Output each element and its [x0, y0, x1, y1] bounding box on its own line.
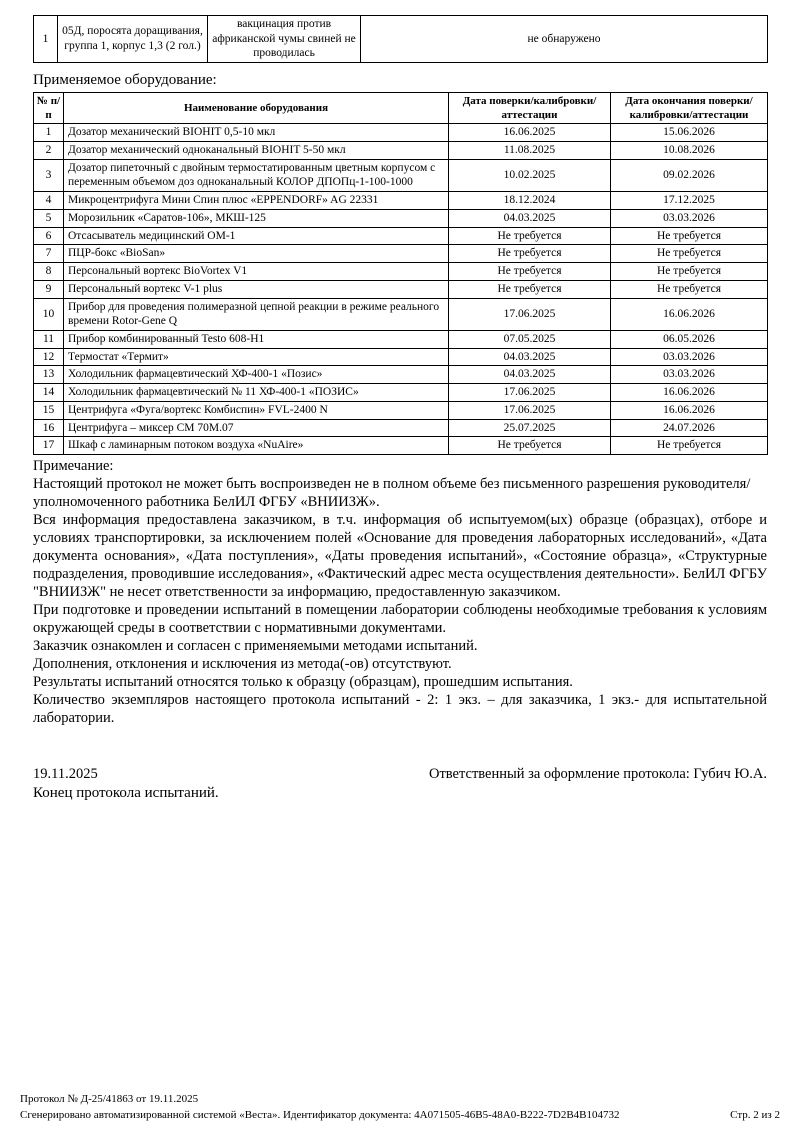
- equipment-verification-end-date: 10.08.2026: [611, 142, 768, 160]
- equipment-row: [34, 437, 768, 455]
- page-footer: [20, 1092, 780, 1124]
- footer-page-number: Стр. 2 из 2: [730, 1109, 780, 1122]
- equipment-name: Прибор для проведения полимеразной цепной реакции в режиме реального времени Rotor-Gene Q: [64, 298, 449, 330]
- equipment-col-date: Дата поверки/калибровки/аттестации: [449, 93, 611, 124]
- equipment-col-name: Наименование оборудования: [64, 93, 449, 124]
- equipment-name: ПЦР-бокс «BioSan»: [64, 245, 449, 263]
- equipment-row-number: 17: [34, 437, 64, 455]
- note-paragraph: Дополнения, отклонения и исключения из метода(-ов) отсутствуют.: [33, 655, 452, 672]
- equipment-row-number: 4: [34, 192, 64, 210]
- equipment-row-number: 8: [34, 263, 64, 281]
- equipment-row: [34, 263, 768, 281]
- end-of-protocol-line: Конец протокола испытаний.: [33, 784, 219, 801]
- equipment-verification-date: Не требуется: [449, 245, 611, 263]
- equipment-row: [34, 124, 768, 142]
- equipment-verification-date: 07.05.2025: [449, 330, 611, 348]
- equipment-name: Центрифуга «Фуга/вортекс Комбиспин» FVL-2400 N: [64, 401, 449, 419]
- equipment-row: [34, 159, 768, 191]
- equipment-row-number: 16: [34, 419, 64, 437]
- equipment-row-number: 14: [34, 384, 64, 402]
- notes-section: [33, 458, 767, 728]
- equipment-row-number: 1: [34, 124, 64, 142]
- equipment-verification-date: 17.06.2025: [449, 298, 611, 330]
- note-paragraph: При подготовке и проведении испытаний в помещении лаборатории соблюдены необходимые требования к условиям окружающей среды в соответствии с нормативными документами.: [33, 601, 767, 636]
- equipment-col-date-end: Дата окончания поверки/калибровки/аттестации: [611, 93, 768, 124]
- equipment-row-number: 12: [34, 348, 64, 366]
- equipment-verification-end-date: Не требуется: [611, 227, 768, 245]
- footer-generated-info: Сгенерировано автоматизированной системой «Веста». Идентификатор документа: 4A071505-46B5-48A0-B222-7D2B4B104732: [20, 1109, 620, 1122]
- equipment-table-header-row: [34, 93, 768, 124]
- equipment-verification-end-date: 06.05.2026: [611, 330, 768, 348]
- equipment-verification-end-date: 15.06.2026: [611, 124, 768, 142]
- equipment-verification-end-date: Не требуется: [611, 437, 768, 455]
- sample-result-row: [34, 16, 768, 63]
- equipment-row: [34, 401, 768, 419]
- sample-description: 05Д, поросята доращивания, группа 1, корпус 1,3 (2 гол.): [58, 16, 208, 63]
- equipment-name: Шкаф с ламинарным потоком воздуха «NuAire»: [64, 437, 449, 455]
- equipment-verification-end-date: 16.06.2026: [611, 384, 768, 402]
- equipment-row: [34, 330, 768, 348]
- equipment-section-heading: Применяемое оборудование:: [33, 72, 217, 89]
- equipment-row-number: 11: [34, 330, 64, 348]
- equipment-row-number: 10: [34, 298, 64, 330]
- equipment-row-number: 9: [34, 280, 64, 298]
- equipment-row-number: 15: [34, 401, 64, 419]
- equipment-row: [34, 348, 768, 366]
- equipment-verification-end-date: 16.06.2026: [611, 401, 768, 419]
- equipment-row-number: 13: [34, 366, 64, 384]
- equipment-verification-date: Не требуется: [449, 280, 611, 298]
- equipment-verification-end-date: 16.06.2026: [611, 298, 768, 330]
- equipment-row: [34, 245, 768, 263]
- equipment-verification-end-date: 03.03.2026: [611, 366, 768, 384]
- equipment-row: [34, 227, 768, 245]
- equipment-verification-end-date: 24.07.2026: [611, 419, 768, 437]
- equipment-name: Дозатор пипеточный с двойным термостатированным цветным корпусом с переменным объемом доз одноканальный КОЛОР ДПОПц-1-100-1000: [64, 159, 449, 191]
- equipment-verification-date: 04.03.2025: [449, 348, 611, 366]
- equipment-verification-end-date: 03.03.2026: [611, 348, 768, 366]
- equipment-verification-date: 17.06.2025: [449, 401, 611, 419]
- equipment-row: [34, 192, 768, 210]
- equipment-table: [33, 92, 768, 455]
- equipment-verification-date: 04.03.2025: [449, 366, 611, 384]
- equipment-verification-end-date: Не требуется: [611, 245, 768, 263]
- equipment-row: [34, 280, 768, 298]
- sample-result-value: не обнаружено: [361, 16, 768, 63]
- sample-results-table: [33, 15, 768, 63]
- protocol-date: 19.11.2025: [33, 765, 98, 782]
- equipment-name: Холодильник фармацевтический ХФ-400-1 «Позис»: [64, 366, 449, 384]
- equipment-verification-date: 16.06.2025: [449, 124, 611, 142]
- equipment-name: Отсасыватель медицинский ОМ-1: [64, 227, 449, 245]
- equipment-row-number: 5: [34, 209, 64, 227]
- equipment-verification-date: 10.02.2025: [449, 159, 611, 191]
- equipment-verification-date: Не требуется: [449, 437, 611, 455]
- note-paragraph: Результаты испытаний относятся только к образцу (образцам), прошедшим испытания.: [33, 673, 573, 690]
- equipment-verification-end-date: 17.12.2025: [611, 192, 768, 210]
- equipment-name: Термостат «Термит»: [64, 348, 449, 366]
- equipment-verification-end-date: Не требуется: [611, 280, 768, 298]
- equipment-verification-date: 11.08.2025: [449, 142, 611, 160]
- equipment-name: Дозатор механический BIOHIT 0,5-10 мкл: [64, 124, 449, 142]
- equipment-verification-end-date: Не требуется: [611, 263, 768, 281]
- equipment-verification-date: Не требуется: [449, 263, 611, 281]
- note-paragraph: Заказчик ознакомлен и согласен с применяемыми методами испытаний.: [33, 637, 478, 654]
- footer-protocol-number: Протокол № Д-25/41863 от 19.11.2025: [20, 1093, 199, 1106]
- equipment-verification-date: 25.07.2025: [449, 419, 611, 437]
- equipment-name: Холодильник фармацевтический № 11 ХФ-400-1 «ПОЗИС»: [64, 384, 449, 402]
- equipment-row: [34, 366, 768, 384]
- equipment-row: [34, 142, 768, 160]
- equipment-row-number: 7: [34, 245, 64, 263]
- equipment-verification-end-date: 09.02.2026: [611, 159, 768, 191]
- equipment-verification-date: 04.03.2025: [449, 209, 611, 227]
- sample-vaccination-info: вакцинация против африканской чумы свиней не проводилась: [208, 16, 361, 63]
- equipment-verification-date: Не требуется: [449, 227, 611, 245]
- note-paragraph: Настоящий протокол не может быть воспроизведен не в полном объеме без письменного разрешения руководителя/уполномоченного работника БелИЛ ФГБУ «ВНИИЗЖ».: [33, 475, 751, 510]
- equipment-row: [34, 384, 768, 402]
- equipment-verification-date: 18.12.2024: [449, 192, 611, 210]
- equipment-verification-date: 17.06.2025: [449, 384, 611, 402]
- notes-heading: Примечание:: [33, 457, 114, 474]
- equipment-verification-end-date: 03.03.2026: [611, 209, 768, 227]
- note-paragraph: Количество экземпляров настоящего протокола испытаний - 2: 1 экз. – для заказчика, 1 экз.- для испытательной лаборатории.: [33, 691, 767, 726]
- equipment-table-body: [34, 124, 768, 455]
- sample-row-number: 1: [34, 16, 58, 63]
- equipment-name: Центрифуга – миксер СМ 70М.07: [64, 419, 449, 437]
- responsible-person: Ответственный за оформление протокола: Губич Ю.А.: [428, 765, 767, 782]
- equipment-name: Персональный вортекс V-1 plus: [64, 280, 449, 298]
- equipment-name: Прибор комбинированный Testo 608-H1: [64, 330, 449, 348]
- equipment-row-number: 2: [34, 142, 64, 160]
- equipment-name: Персональный вортекс BioVortex V1: [64, 263, 449, 281]
- equipment-row: [34, 298, 768, 330]
- equipment-row: [34, 419, 768, 437]
- equipment-name: Микроцентрифуга Мини Спин плюс «EPPENDORF» AG 22331: [64, 192, 449, 210]
- equipment-row: [34, 209, 768, 227]
- equipment-name: Дозатор механический одноканальный BIOHIT 5-50 мкл: [64, 142, 449, 160]
- equipment-row-number: 6: [34, 227, 64, 245]
- equipment-col-num: № п/п: [34, 93, 64, 124]
- signoff-row: [33, 766, 767, 783]
- note-paragraph: Вся информация предоставлена заказчиком, в т.ч. информация об испытуемом(ых) образце (образцах), отборе и условиях транспортировки, за исключением полей «Основание для проведения лабораторных исследований», «Дата документа основания», «Дата поступления», «Даты проведения испытаний», «Состояние образца», «Структурные подразделения, проводившие исследования», «Фактический адрес места осуществления деятельности». БелИЛ ФГБУ "ВНИИЗЖ" не несет ответственности за информацию, предоставленную заказчиком.: [33, 511, 767, 600]
- equipment-row-number: 3: [34, 159, 64, 191]
- equipment-name: Морозильник «Саратов-106», МКШ-125: [64, 209, 449, 227]
